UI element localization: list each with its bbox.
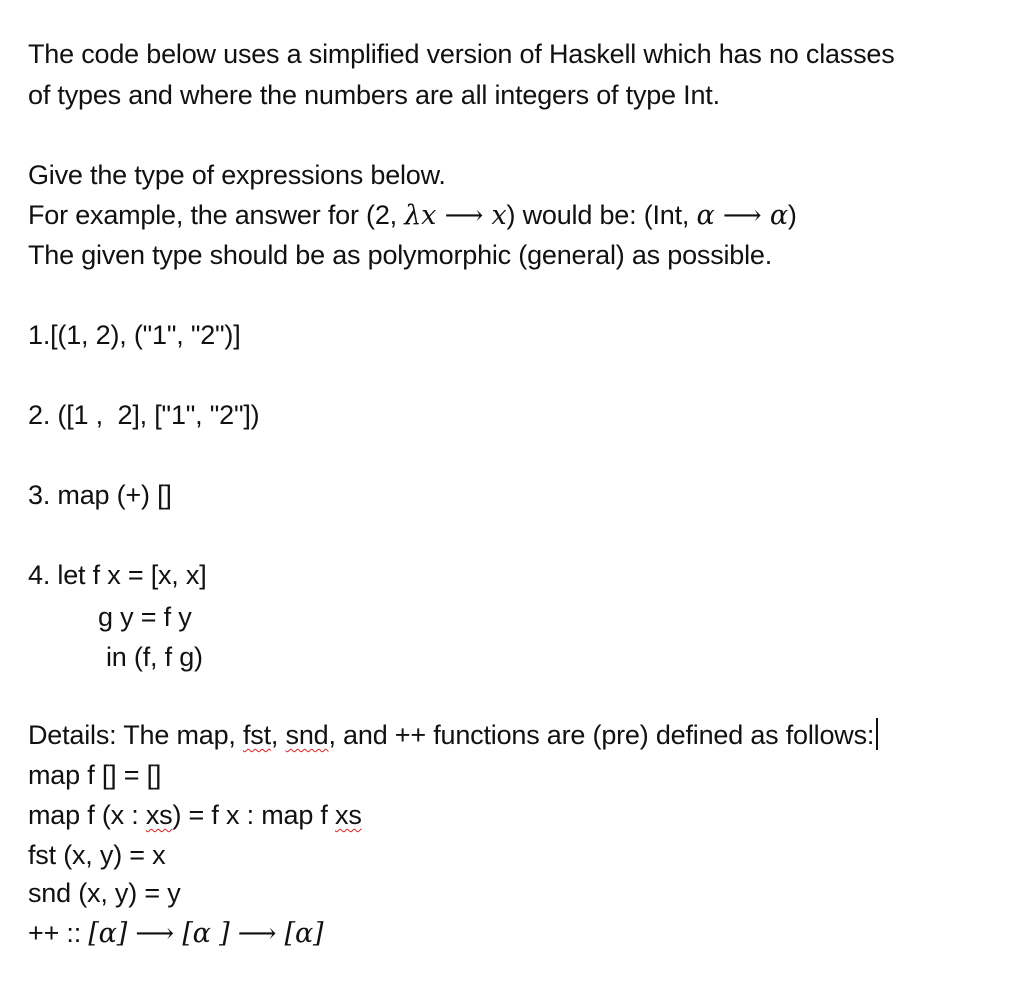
question-4-line-1: 4. let f x = [x, x] [28, 560, 207, 590]
details-prefix: Details: The map, [28, 720, 243, 750]
example-alpha-type: α ⟶ α [696, 200, 788, 231]
text-cursor [876, 718, 878, 750]
details-comma: , [270, 720, 286, 750]
spell-flagged-xs-2: xs [335, 800, 362, 830]
example-line [28, 195, 797, 236]
intro-line-1: The code below uses a simplified version of Haskell which has no classes [28, 39, 895, 69]
definition-fst: fst (x, y) = x [28, 840, 166, 870]
instruction-line-1: Give the type of expressions below. [28, 160, 446, 190]
question-1: 1.[(1, 2), ("1", "2")] [28, 320, 241, 350]
example-prefix: For example, the answer for (2, [28, 200, 405, 230]
spell-flagged-fst: fst [243, 720, 271, 750]
instruction-line-3: The given type should be as polymorphic (general) as possible. [28, 240, 773, 270]
def-map-cons-a: map f (x : [28, 800, 146, 830]
def-map-cons-b: ) = f x : map f [172, 800, 336, 830]
details-line [28, 715, 878, 755]
example-middle: ) would be: (Int, [506, 200, 697, 230]
intro-line-2: of types and where the numbers are all integers of type Int. [28, 80, 720, 110]
example-suffix: ) [787, 200, 797, 230]
example-lambda: λx ⟶ x [404, 200, 507, 231]
def-append-prefix: ++ :: [28, 918, 89, 948]
question-4-line-3: in (f, f g) [106, 642, 203, 672]
spell-flagged-snd: snd [285, 720, 329, 750]
question-2: 2. ([1 , 2], ["1", "2"]) [28, 400, 260, 430]
spell-flagged-xs-1: xs [145, 800, 173, 830]
definition-map-cons [28, 795, 362, 835]
details-suffix: , and ++ functions are (pre) defined as follows: [328, 720, 875, 750]
def-append-type: [α] ⟶ [α ] ⟶ [α] [88, 918, 324, 949]
question-3: 3. map (+) [] [28, 480, 172, 510]
question-4-line-2: g y = f y [98, 602, 192, 632]
definition-map-empty: map f [] = [] [28, 760, 162, 790]
definition-append-type [28, 913, 323, 954]
definition-snd: snd (x, y) = y [28, 878, 181, 908]
